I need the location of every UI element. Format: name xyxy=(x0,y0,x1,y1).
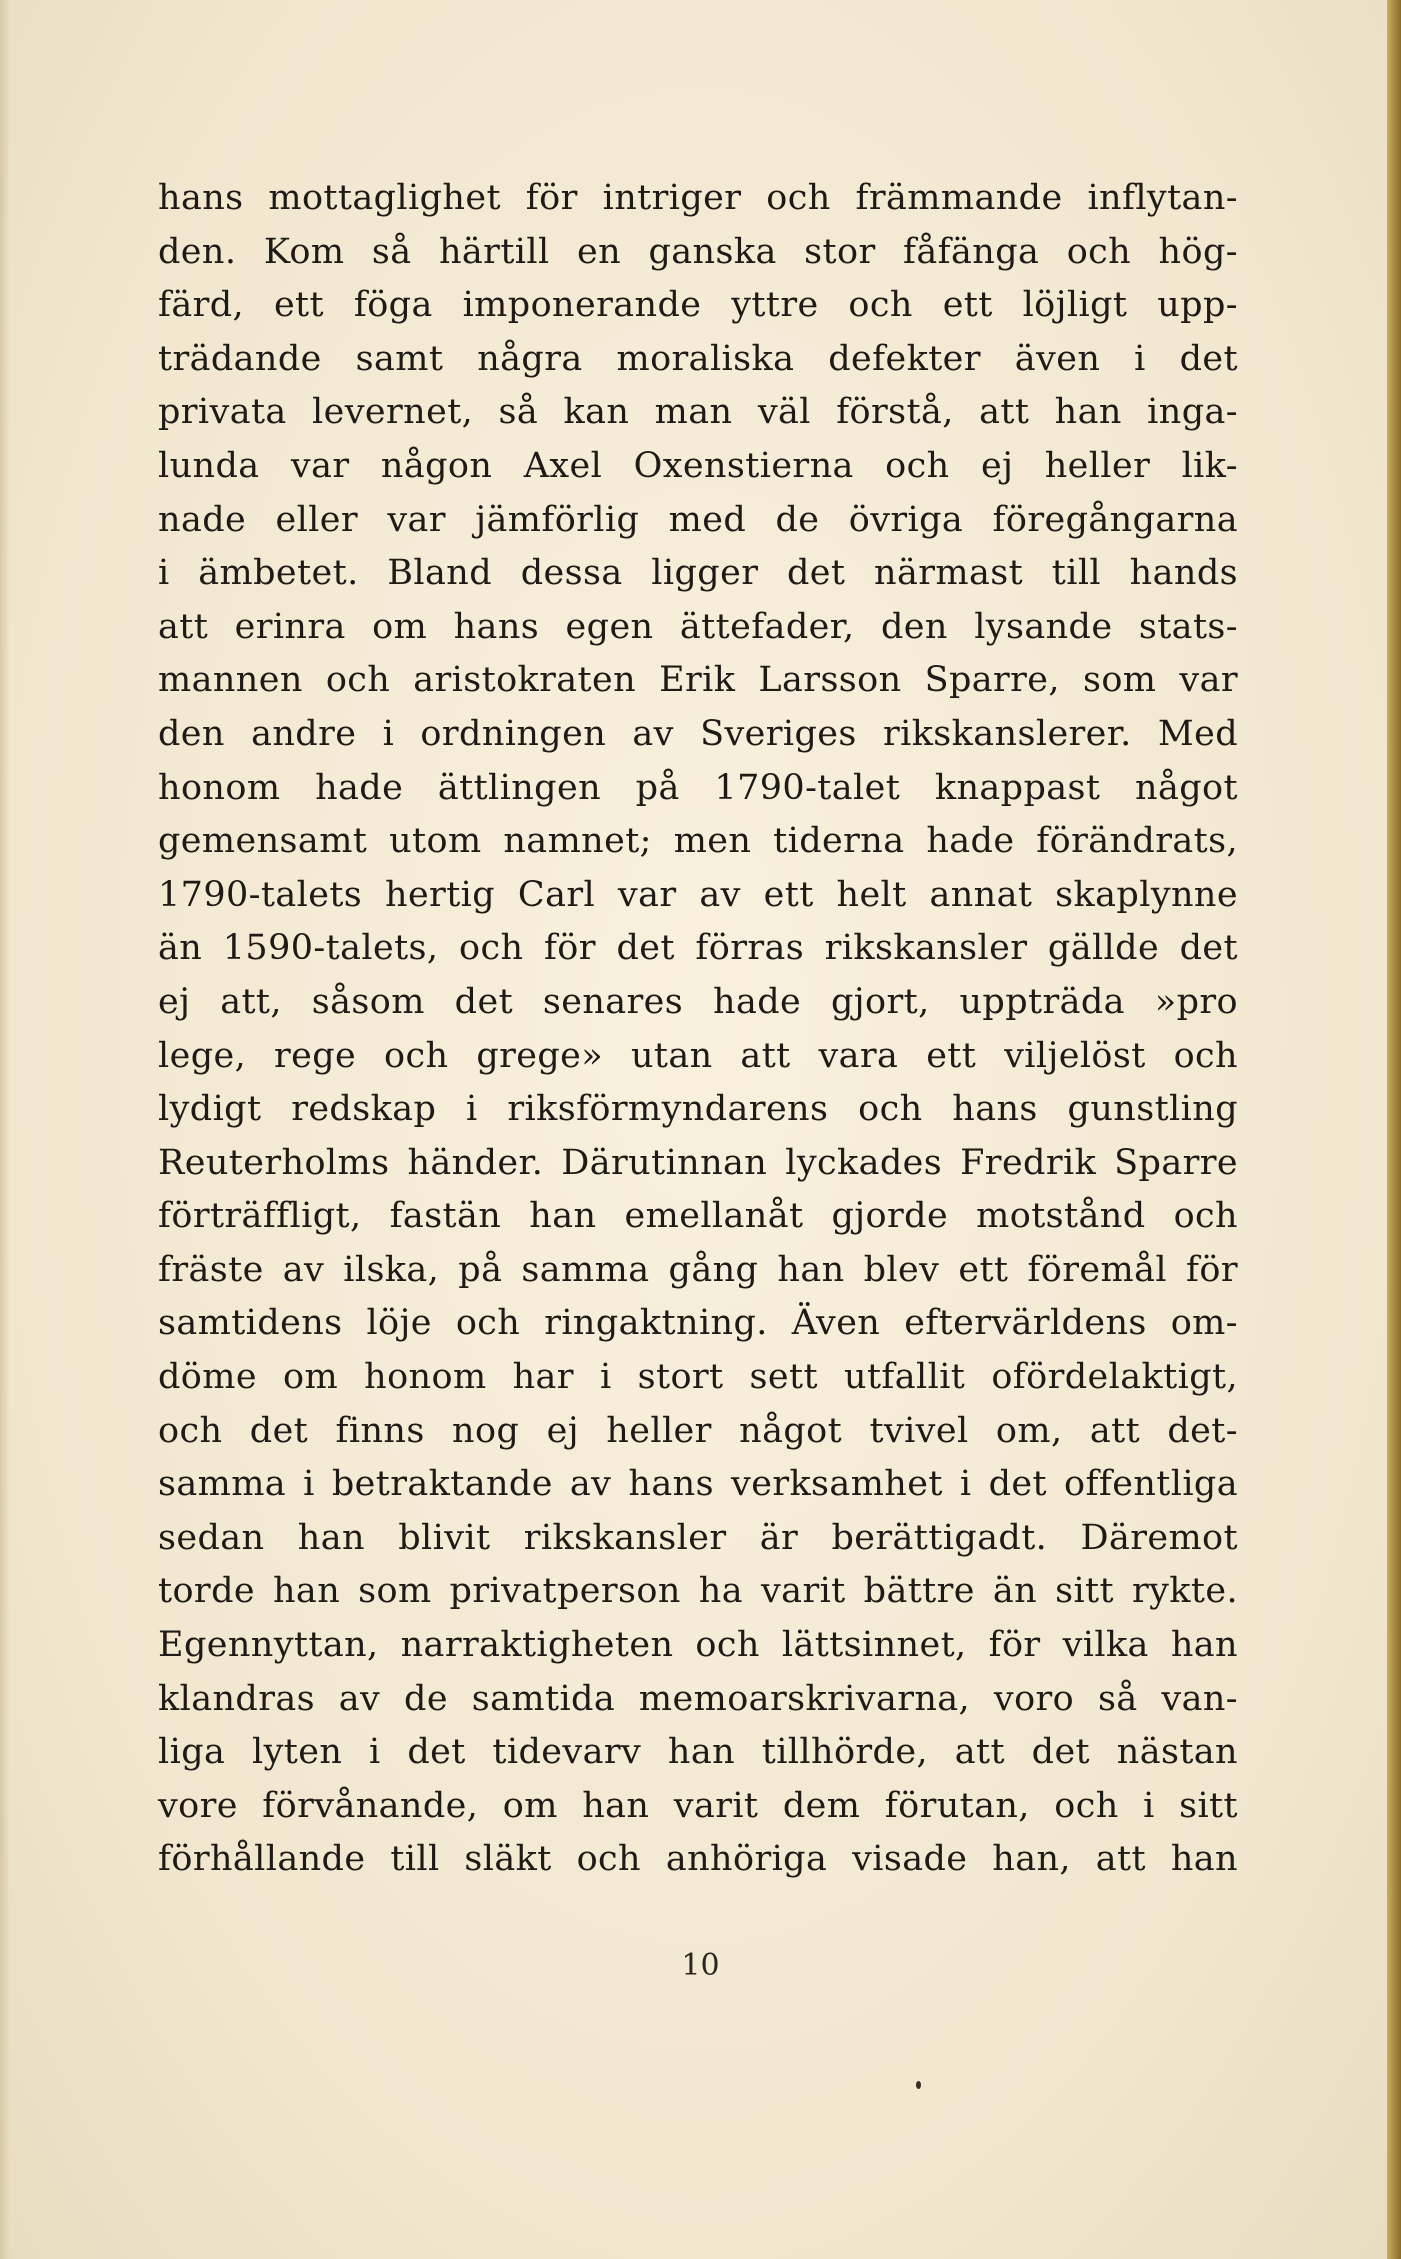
text-line: färd, ett föga imponerande yttre och ett löjligt upp- xyxy=(158,285,1238,326)
page-edge-binding xyxy=(1387,0,1401,2259)
text-line: gemensamt utom namnet; men tiderna hade förändrats, xyxy=(158,821,1238,862)
text-line: samtidens löje och ringaktning. Även eftervärldens om- xyxy=(158,1303,1238,1344)
text-line: privata levernet, så kan man väl förstå, att han inga- xyxy=(158,392,1238,433)
text-line: mannen och aristokraten Erik Larsson Sparre, som var xyxy=(158,660,1238,701)
text-line: än 1590-talets, och för det förras rikskansler gällde det xyxy=(158,928,1238,969)
text-line: den andre i ordningen av Sveriges rikskanslerer. Med xyxy=(158,713,1238,754)
text-line: lydigt redskap i riksförmyndarens och hans gunstling xyxy=(158,1089,1238,1130)
text-line: den. Kom så härtill en ganska stor fåfänga och hög- xyxy=(158,231,1238,272)
text-line: nade eller var jämförlig med de övriga föregångarna xyxy=(158,499,1238,540)
text-line: fräste av ilska, på samma gång han blev ett föremål för xyxy=(158,1249,1238,1290)
text-line: samma i betraktande av hans verksamhet i det offentliga xyxy=(158,1464,1238,1505)
text-line: vore förvånande, om han varit dem förutan, och i sitt xyxy=(158,1785,1238,1826)
text-line: Reuterholms händer. Därutinnan lyckades Fredrik Sparre xyxy=(158,1142,1238,1183)
text-line: liga lyten i det tidevarv han tillhörde, att det nästan xyxy=(158,1732,1238,1773)
text-line: döme om honom har i stort sett utfallit ofördelaktigt, xyxy=(158,1357,1238,1398)
ink-speck xyxy=(916,2081,921,2089)
text-line: ej att, såsom det senares hade gjort, uppträda »pro xyxy=(158,981,1238,1022)
text-line: lunda var någon Axel Oxenstierna och ej heller lik- xyxy=(158,445,1238,486)
text-line: förhållande till släkt och anhöriga visade han, att han xyxy=(158,1839,1238,1880)
text-line: att erinra om hans egen ättefader, den lysande stats- xyxy=(158,606,1238,647)
text-line: lege, rege och grege» utan att vara ett viljelöst och xyxy=(158,1035,1238,1076)
page-number: 10 xyxy=(681,1948,720,1983)
body-text xyxy=(158,172,1238,1887)
text-line: honom hade ättlingen på 1790-talet knappast något xyxy=(158,767,1238,808)
text-line: klandras av de samtida memoarskrivarna, voro så van- xyxy=(158,1678,1238,1719)
text-line: Egennyttan, narraktigheten och lättsinnet, för vilka han xyxy=(158,1625,1238,1666)
text-line: trädande samt några moraliska defekter även i det xyxy=(158,338,1238,379)
text-line: 1790-talets hertig Carl var av ett helt annat skaplynne xyxy=(158,874,1238,915)
page-gutter-shadow xyxy=(0,0,10,2259)
text-line: torde han som privatperson ha varit bättre än sitt rykte. xyxy=(158,1571,1238,1612)
text-line: och det finns nog ej heller något tvivel om, att det- xyxy=(158,1410,1238,1451)
text-line: hans mottaglighet för intriger och främmande inflytan- xyxy=(158,178,1238,218)
text-line: förträffligt, fastän han emellanåt gjorde motstånd och xyxy=(158,1196,1238,1237)
text-line: i ämbetet. Bland dessa ligger det närmast till hands xyxy=(158,553,1238,594)
text-line: sedan han blivit rikskansler är berättigadt. Däremot xyxy=(158,1517,1238,1558)
